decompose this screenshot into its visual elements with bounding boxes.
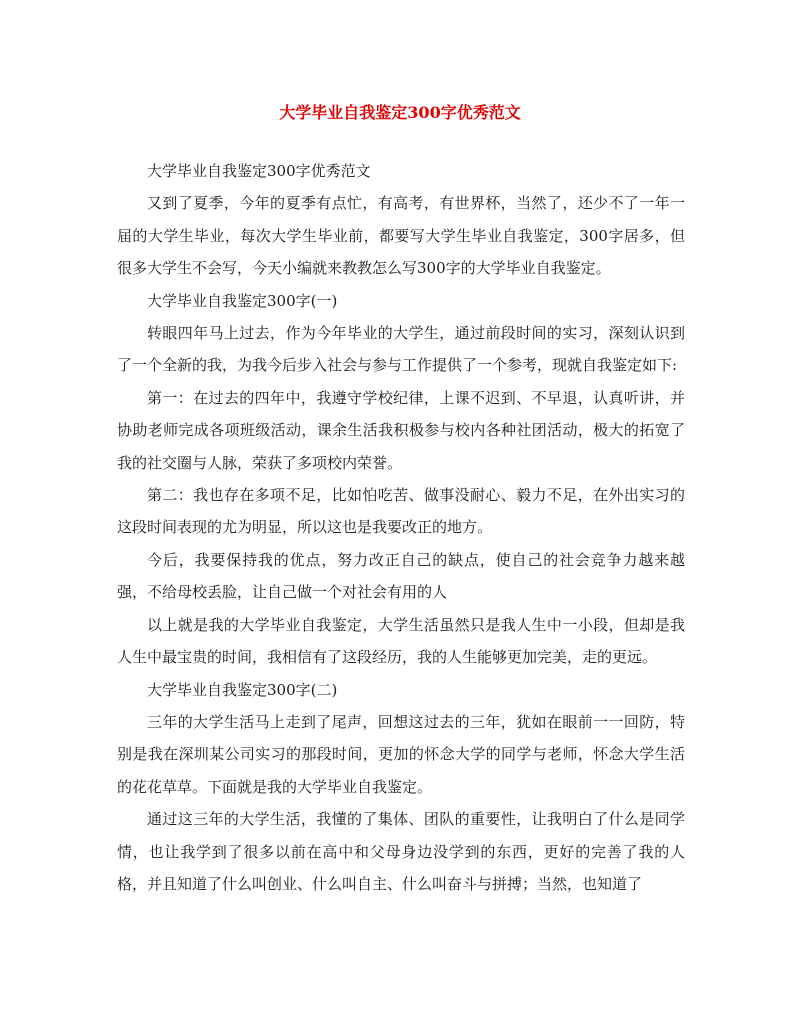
section-heading: 大学毕业自我鉴定300字(一) [147,291,338,310]
section-heading: 大学毕业自我鉴定300字(二) [147,680,338,699]
paragraph: 转眼四年马上过去，作为今年毕业的大学生，通过前段时间的实习，深刻认识到了一个全新的我，为我今后步入社会与参与工作提供了一个参考，现就自我鉴定如下: [117,324,685,375]
paragraph: 又到了夏季，今年的夏季有点忙，有高考，有世界杯，当然了，还少不了一年一届的大学生毕业，每次大学生毕业前，都要写大学生毕业自我鉴定，300字居多，但很多大学生不会写，今天小编就来教教怎么写300字的大学毕业自我鉴定。 [117,194,685,278]
paragraph: 第二：我也存在多项不足，比如怕吃苦、做事没耐心、毅力不足，在外出实习的这段时间表现的尤为明显，所以这也是我要改正的地方。 [117,486,685,537]
paragraph: 今后，我要保持我的优点，努力改正自己的缺点，使自己的社会竞争力越来越强，不给母校丢脸，让自己做一个对社会有用的人 [117,550,685,602]
document-title: 大学毕业自我鉴定300字优秀范文 [279,103,521,122]
document-body [117,155,685,900]
paragraph: 第一：在过去的四年中，我遵守学校纪律，上课不迟到、不早退，认真听讲，并协助老师完成各项班级活动，课余生活我积极参与校内各种社团活动，极大的拓宽了我的社交圈与人脉，荣获了多项校内荣誉。 [117,388,685,472]
paragraph: 大学毕业自我鉴定300字优秀范文 [147,162,371,180]
paragraph: 以上就是我的大学毕业自我鉴定，大学生活虽然只是我人生中一小段，但却是我人生中最宝贵的时间，我相信有了这段经历，我的人生能够更加完美，走的更远。 [117,615,685,667]
paragraph: 三年的大学生活马上走到了尾声，回想这过去的三年，犹如在眼前一一回防，特别是我在深圳某公司实习的那段时间，更加的怀念大学的同学与老师，怀念大学生活的花花草草。下面就是我的大学毕业自我鉴定。 [117,712,685,796]
paragraph: 通过这三年的大学生活，我懂的了集体、团队的重要性，让我明白了什么是同学情，也让我学到了很多以前在高中和父母身边没学到的东西，更好的完善了我的人格，并且知道了什么叫创业、什么叫自主、什么叫奋斗与拼搏；当然，也知道了 [117,810,685,893]
